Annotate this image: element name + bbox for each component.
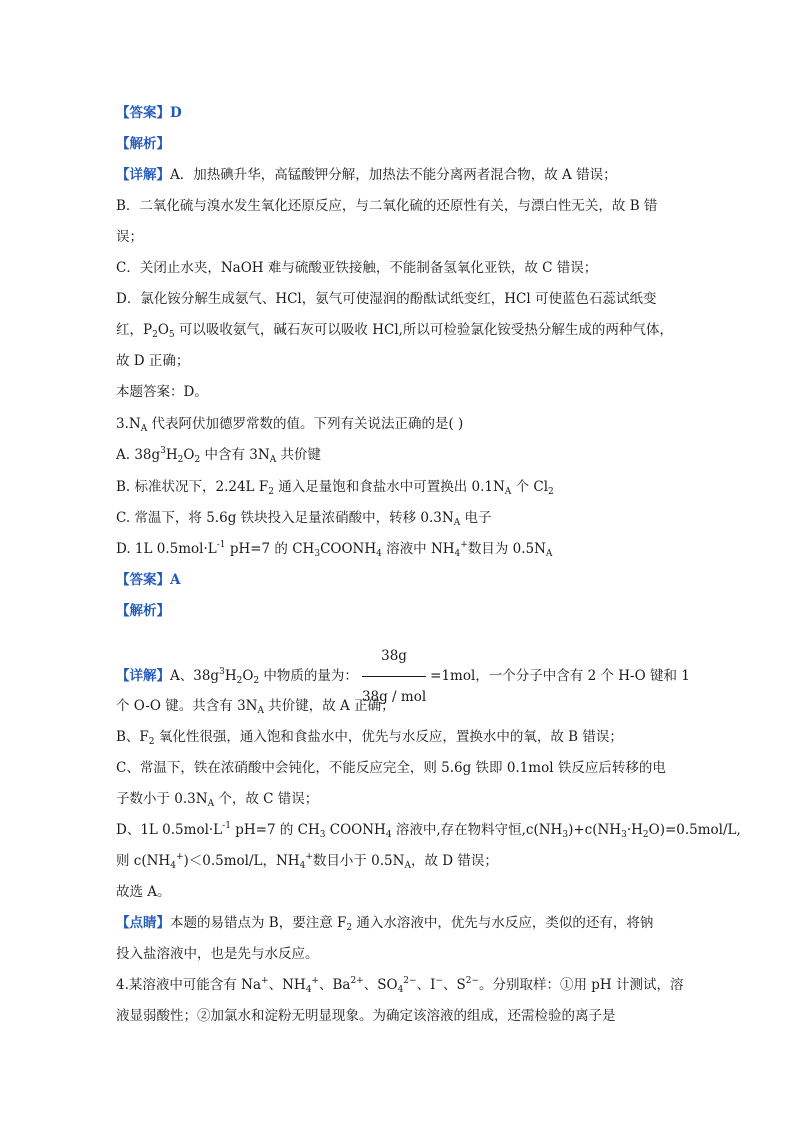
detail-2-line-d-cont: 则 $c(NH_4^+)<0.5mol/L$，$NH_4^+$数目小于 $0.5N_A$，故 D 错误； <box>116 852 498 871</box>
tip-line-a: 【点睛】本题的易错点为 B，要注意 $F_2$ 通入水溶液中，优先与水反应，类似的还有，将钠 <box>116 915 654 933</box>
detail-tag: 【详解】 <box>116 668 170 684</box>
selection-line: 故选 A。 <box>116 884 171 900</box>
question-4-stem: 4.某溶液中可能含有 Na+、$NH_4^+$、$Ba^{2+}$、$SO_4^{2-}$、I−、$S^{2-}$。分别取样：①用 pH 计测试，溶 <box>116 976 684 995</box>
detail-2-line-c-cont: 子数小于 $0.3N_A$ 个，故 C 错误； <box>116 791 319 809</box>
detail-line-c: C．关闭止水夹，NaOH 难与硫酸亚铁接触，不能制备氢氧化亚铁，故 C 错误； <box>116 260 598 276</box>
detail-2-line-d: D、1L $0.5mol\cdot L^{-1}$ pH=7 的 $CH_3$ $COONH_4$ 溶液中,存在物料守恒$,c(NH_3)+c(NH_3\cdot H_2O)=0.5mol/L$, <box>116 821 741 840</box>
answer-summary-1: 本题答案：D。 <box>116 384 208 400</box>
tip-tag: 【点睛】 <box>116 915 170 931</box>
detail-2-line-a-cont: 个 O-O 键。共含有 $3N_A$ 共价键，故 A 正确； <box>116 698 395 716</box>
question-3-option-a: A. $38g^3H_2O_2$ 中含有 $3N_A$ 共价键 <box>116 446 321 465</box>
detail-line-d-end: 故 D 正确； <box>116 353 190 369</box>
analysis-label-1: 【解析】 <box>116 136 170 152</box>
tip-line-b: 投入盐溶液中，也是先与水反应。 <box>116 946 319 962</box>
detail-line-d: D．氯化铵分解生成氨气、HCl，氨气可使湿润的酚酞试纸变红，HCl 可使蓝色石蕊试纸变 <box>116 291 657 307</box>
question-3-option-c: C. 常温下，将 5.6g 铁块投入足量浓硝酸中，转移 $0.3N_A$ 电子 <box>116 510 492 528</box>
detail-2-line-c: C、常温下，铁在浓硝酸中会钝化，不能反应完全，则 5.6g 铁即 0.1mol 铁反应后转移的电 <box>116 760 666 776</box>
question-3-stem: $3.N_A$ 代表阿伏加德罗常数的值。下列有关说法正确的是( ) <box>116 416 464 434</box>
detail-line-d-cont: 红，$P_2O_5$ 可以吸收氨气，碱石灰可以吸收 HCl,所以可检验氯化铵受热分解生成的两种气体， <box>116 322 673 340</box>
detail-tag: 【详解】 <box>116 167 170 183</box>
question-3-option-d: D. 1L $0.5mol\cdot L^{-1}$ pH=7 的 $CH_3COONH_4$ 溶液中 $NH_4^+$数目为 $0.5N_A$ <box>116 540 553 559</box>
analysis-label-2: 【解析】 <box>116 603 170 619</box>
detail-2-line-a: 【详解】A、$38g^3H_2O_2$ 中物质的量为： $\frac{38g}{\text{38g / mol}}$ =1mol，一个分子中含有 2 个 H-O 键和 1 <box>116 638 690 715</box>
molar-fraction: $\frac{38g}{\text{38g / mol}}$ <box>362 638 426 715</box>
question-4-stem-cont: 液显弱酸性；②加氯水和淀粉无明显现象。为确定该溶液的组成，还需检验的离子是 <box>116 1008 616 1024</box>
detail-line-a: 【详解】A．加热碘升华，高锰酸钾分解，加热法不能分离两者混合物，故 A 错误； <box>116 167 617 183</box>
answer-label-2: 【答案】A <box>116 572 181 588</box>
answer-label-1: 【答案】D <box>116 105 182 121</box>
question-3-option-b: B. 标准状况下，2.24L $F_2$ 通入足量饱和食盐水中可置换出 $0.1N_A$ 个 $Cl_2$ <box>116 479 554 497</box>
detail-line-b: B．二氧化硫与溴水发生氧化还原反应，与二氧化硫的还原性有关，与漂白性无关，故 B 错 <box>116 198 658 214</box>
detail-2-line-b: B、$F_2$ 氧化性很强，通入饱和食盐水中，优先与水反应，置换水中的氧，故 B 错误； <box>116 729 623 747</box>
detail-line-b-cont: 误； <box>116 229 143 245</box>
